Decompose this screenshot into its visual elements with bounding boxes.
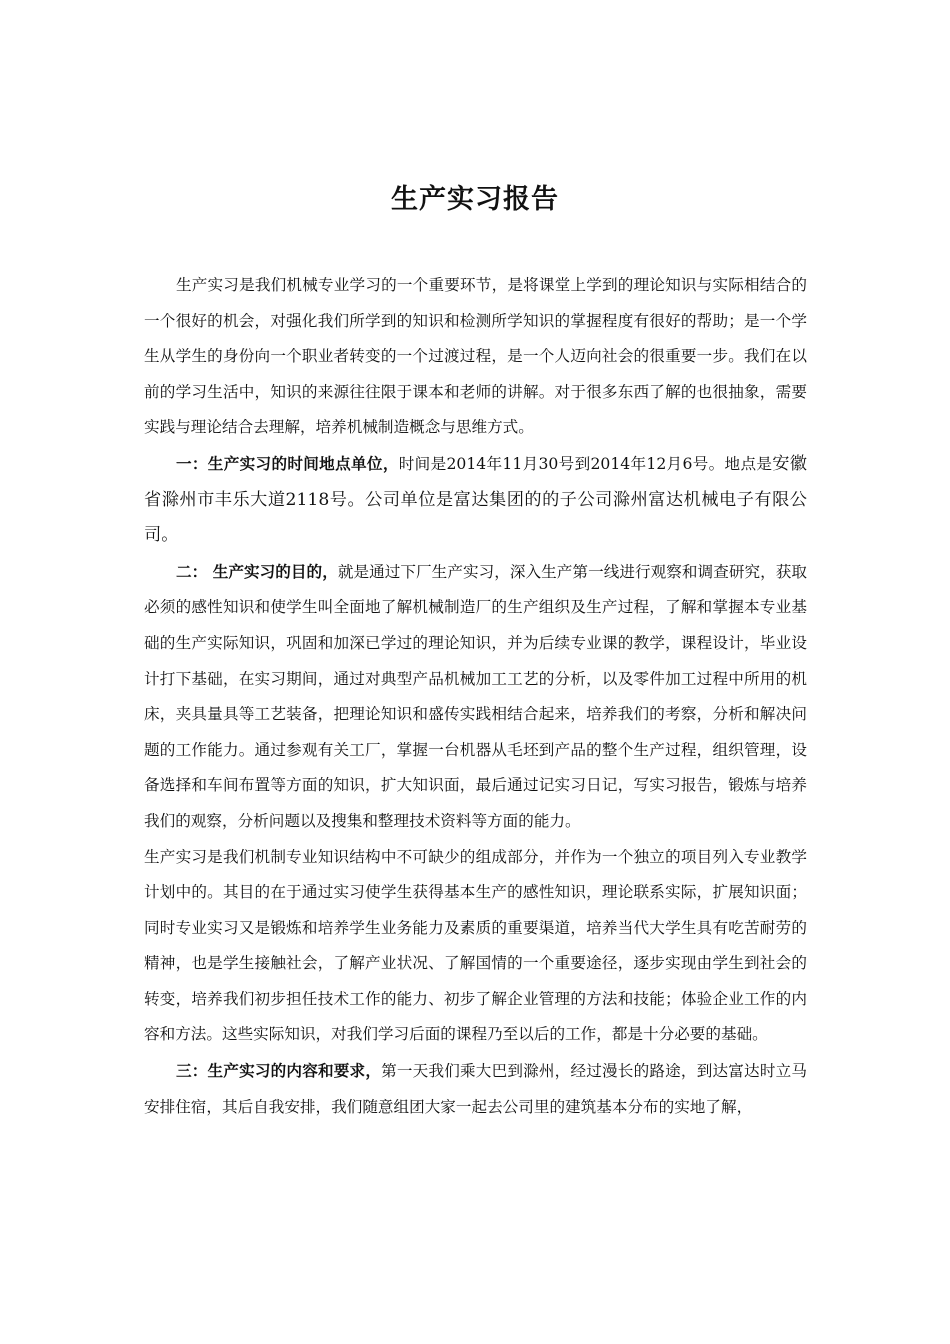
page-title: 生产实习报告 [391, 184, 559, 215]
section-2-paragraph-continued: 生产实习是我们机制专业知识结构中不可缺少的组成部分，并作为一个独立的项目列入专业教学计划中的。其目的在于通过实习使学生获得基本生产的感性知识，理论联系实际，扩展知识面；同时专业实习又是锻炼和培养学生业务能力及素质的重要渠道，培养当代大学生具有吃苦耐劳的精神，也是学生接触社会，了解产业状况、了解国情的一个重要途径，逐步实现由学生到社会的转变，培养我们初步担任技术工作的能力、初步了解企业管理的方法和技能；体验企业工作的内容和方法。这些实际知识，对我们学习后面的课程乃至以后的工作，都是十分必要的基础。 [144, 847, 807, 1044]
section-1-text-large: 安徽省滁州市丰乐大道2118号。公司单位是富达集团的的子公司滁州富达机械电子有限公司。 [144, 453, 807, 546]
section-2-heading: 二： 生产实习的目的， [175, 561, 338, 581]
intro-paragraph: 生产实习是我们机械专业学习的一个重要环节，是将课堂上学到的理论知识与实际相结合的一个很好的机会，对强化我们所学到的知识和检测所学知识的掌握程度有很好的帮助；是一个学生从学生的身份向一个职业者转变的一个过渡过程，是一个人迈向社会的很重要一步。我们在以前的学习生活中，知识的来源往往限于课本和老师的讲解。对于很多东西了解的也很抽象，需要实践与理论结合去理解，培养机械制造概念与思维方式。 [144, 276, 807, 437]
section-1-paragraph [144, 446, 807, 554]
section-1-text: 时间是2014年11月30号到2014年12月6号。地点是 [398, 454, 773, 473]
section-3-text: 第一天我们乘大巴到滁州，经过漫长的路途，到达富达时立马安排住宿，其后自我安排，我们随意组团大家一起去公司里的建筑基本分布的实地了解， [144, 1062, 807, 1116]
section-2-text: 就是通过下厂生产实习，深入生产第一线进行观察和调查研究，获取必须的感性知识和使学生叫全面地了解机械制造厂的生产组织及生产过程，了解和掌握本专业基础的生产实际知识，巩固和加深已学过的理论知识，并为后续专业课的教学，课程设计，毕业设计打下基础，在实习期间，通过对典型产品机械加工工艺的分析，以及零件加工过程中所用的机床，夹具量具等工艺装备，把理论知识和盛传实践相结合起来，培养我们的考察，分析和解决问题的工作能力。通过参观有关工厂，掌握一台机器从毛坯到产品的整个生产过程，组织管理，设备选择和车间布置等方面的知识，扩大知识面，最后通过记实习日记，写实习报告，锻炼与培养我们的观察，分析问题以及搜集和整理技术资料等方面的能力。 [144, 562, 807, 830]
section-1-heading: 一：生产实习的时间地点单位， [175, 453, 399, 473]
document-body [144, 268, 807, 1125]
section-3-heading: 三：生产实习的内容和要求， [175, 1061, 382, 1081]
section-3-paragraph [144, 1053, 807, 1125]
section-2-paragraph [144, 554, 807, 840]
